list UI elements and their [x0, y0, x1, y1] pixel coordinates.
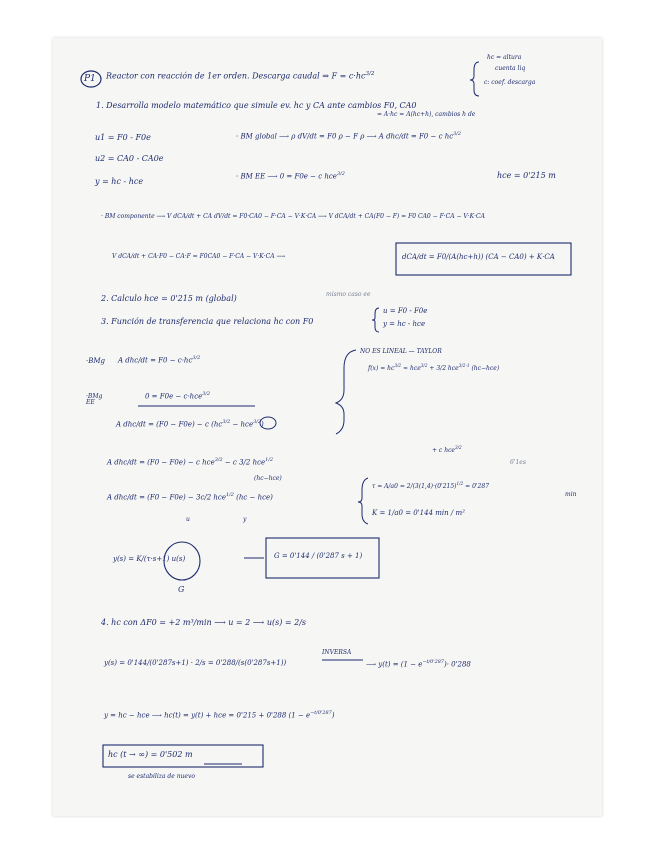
- tau-unit: min: [565, 491, 577, 498]
- g-box: G = 0'144 / (0'287 s + 1): [274, 552, 363, 560]
- transfer-function: y(s) = K/(τ·s+1) u(s): [113, 555, 186, 563]
- legend-line-1: hc = altura: [487, 54, 522, 61]
- substitution-equation: A dhc/dt = (F0 − F0e) − c $(hc^{3/2} - hce^{3/2})$: [116, 419, 264, 429]
- deviation-y: y = hc - hce: [95, 177, 144, 186]
- part1-note: = A·hc = A(hc+h), cambios h de: [377, 111, 476, 118]
- problem-statement: Reactor con reacción de 1er orden. Descarga caudal ⇒ $F = c\cdot hc^{3/2}$: [106, 71, 375, 81]
- deviation-u1: u1 = F0 - F0e: [95, 133, 151, 142]
- part3-def-y: y = hc - hce: [383, 320, 426, 328]
- bm-componente-2: V dCA/dt + CA·F0 − CA·F = F0CA0 − F·CA − V·K·CA ⟶: [112, 253, 286, 260]
- linearized-extra: + c hce$^{3/2}$: [432, 445, 462, 454]
- part4-title: 4. hc con ΔF0 = +2 m³/min ⟶ u = 2 ⟶ u(s) = 2/s: [101, 618, 306, 627]
- bmg-equation: A $dhc/dt = F0 - c\cdot hc^{3/2}$: [118, 355, 201, 365]
- hc-response: y = hc − hce ⟶ hc(t) = y(t) + hce = 0'215 + 0'288 $(1 - e^{-t/0'287})$: [104, 710, 335, 720]
- final-result: hc (t → ∞) = 0'502 m: [108, 750, 193, 759]
- bmg-label: ·BMg: [86, 357, 106, 365]
- no-lineal-note: NO ES LINEAL — TAYLOR: [360, 348, 442, 355]
- tau-brace: [358, 478, 368, 524]
- inverse-label: INVERSA: [322, 649, 352, 656]
- deviation-u2: u2 = CA0 - CA0e: [95, 154, 164, 163]
- bmee-equation: 0 = F0e − c·hce$^{3/2}$: [145, 391, 211, 401]
- linearized-equation: A dhc/dt = (F0 − F0e) − c hce$^{3/2}$ − c 3/2 hce$^{1/2}$: [107, 457, 274, 467]
- legend-line-3: c: coef. descarga: [484, 79, 536, 86]
- laplace-response: y(s) = 0'144/(0'287s+1) · 2/s = 0'288/(s(0'287s+1)): [104, 659, 287, 667]
- bm-global: · BM global ⟶ ρ dV/dt = F0 ρ − F ρ ⟶ A dhc/dt = F0 − c $hc^{3/2}$: [236, 131, 462, 141]
- bm-componente: · BM componente ⟶ V dCA/dt + CA dV/dt = F0·CA0 − F·CA − V·K·CA ⟶ V dCA/dt + CA(F0 − F) = F0 CA0 − F·CA − V·K·CA: [101, 213, 485, 220]
- bm-ee-result: hce = 0'215 m: [497, 171, 556, 180]
- linearized-term: (hc−hce): [254, 475, 282, 482]
- part2-note: mismo caso ee: [326, 291, 371, 298]
- tau-value: $\tau = A/a0 = 2/(3(1,4)\cdot(0'215)^{1/2} = 0'287$: [372, 481, 490, 490]
- u-under: u: [186, 516, 190, 523]
- part2-text: 2. Calculo hce = 0'215 m (global): [101, 294, 237, 303]
- part3-title: 3. Función de transferencia que relaciona hc con F0: [101, 317, 314, 326]
- taylor-expansion: $f(x) = hc^{3/2} \approx hce^{3/2} + 3/2$ hce$^{3/2-1}$ (hc−hce): [368, 363, 500, 372]
- deviation-equation: A dhc/dt = (F0 − F0e) − 3c/2 hce$^{1/2}$ (hc − hce): [107, 492, 273, 502]
- g-label: G: [178, 585, 185, 594]
- time-response: ⟶ $y(t) = (1 - e^{-t/0'287})\cdot 0'288$: [366, 659, 471, 669]
- legend-brace: [470, 62, 479, 96]
- problem-number: P1: [84, 74, 96, 84]
- k-value: K = 1/a0 = 0'144 min / m²: [372, 509, 465, 517]
- bmee-label: ·BMg EE: [86, 393, 103, 406]
- taylor-brace: [336, 350, 356, 434]
- part3-def-u: u = F0 - F0e: [383, 307, 428, 315]
- bm-ee: · BM EE ⟶ 0 = F0e − c hce$^{3/2}$: [236, 171, 345, 181]
- boxed-equation: dCA/dt = F0/(A(hc+h)) (CA − CA0) + K·CA: [402, 253, 555, 261]
- final-note: se estabiliza de nuevo: [128, 773, 195, 780]
- legend-line-2: cuenta liq: [495, 65, 526, 72]
- defs-brace: [372, 308, 379, 332]
- small-note: 6'1es: [510, 459, 526, 466]
- part1-title: 1. Desarrolla modelo matemático que simule ev. hc y CA ante cambios F0, CA0: [96, 101, 417, 110]
- y-under: y: [243, 516, 247, 523]
